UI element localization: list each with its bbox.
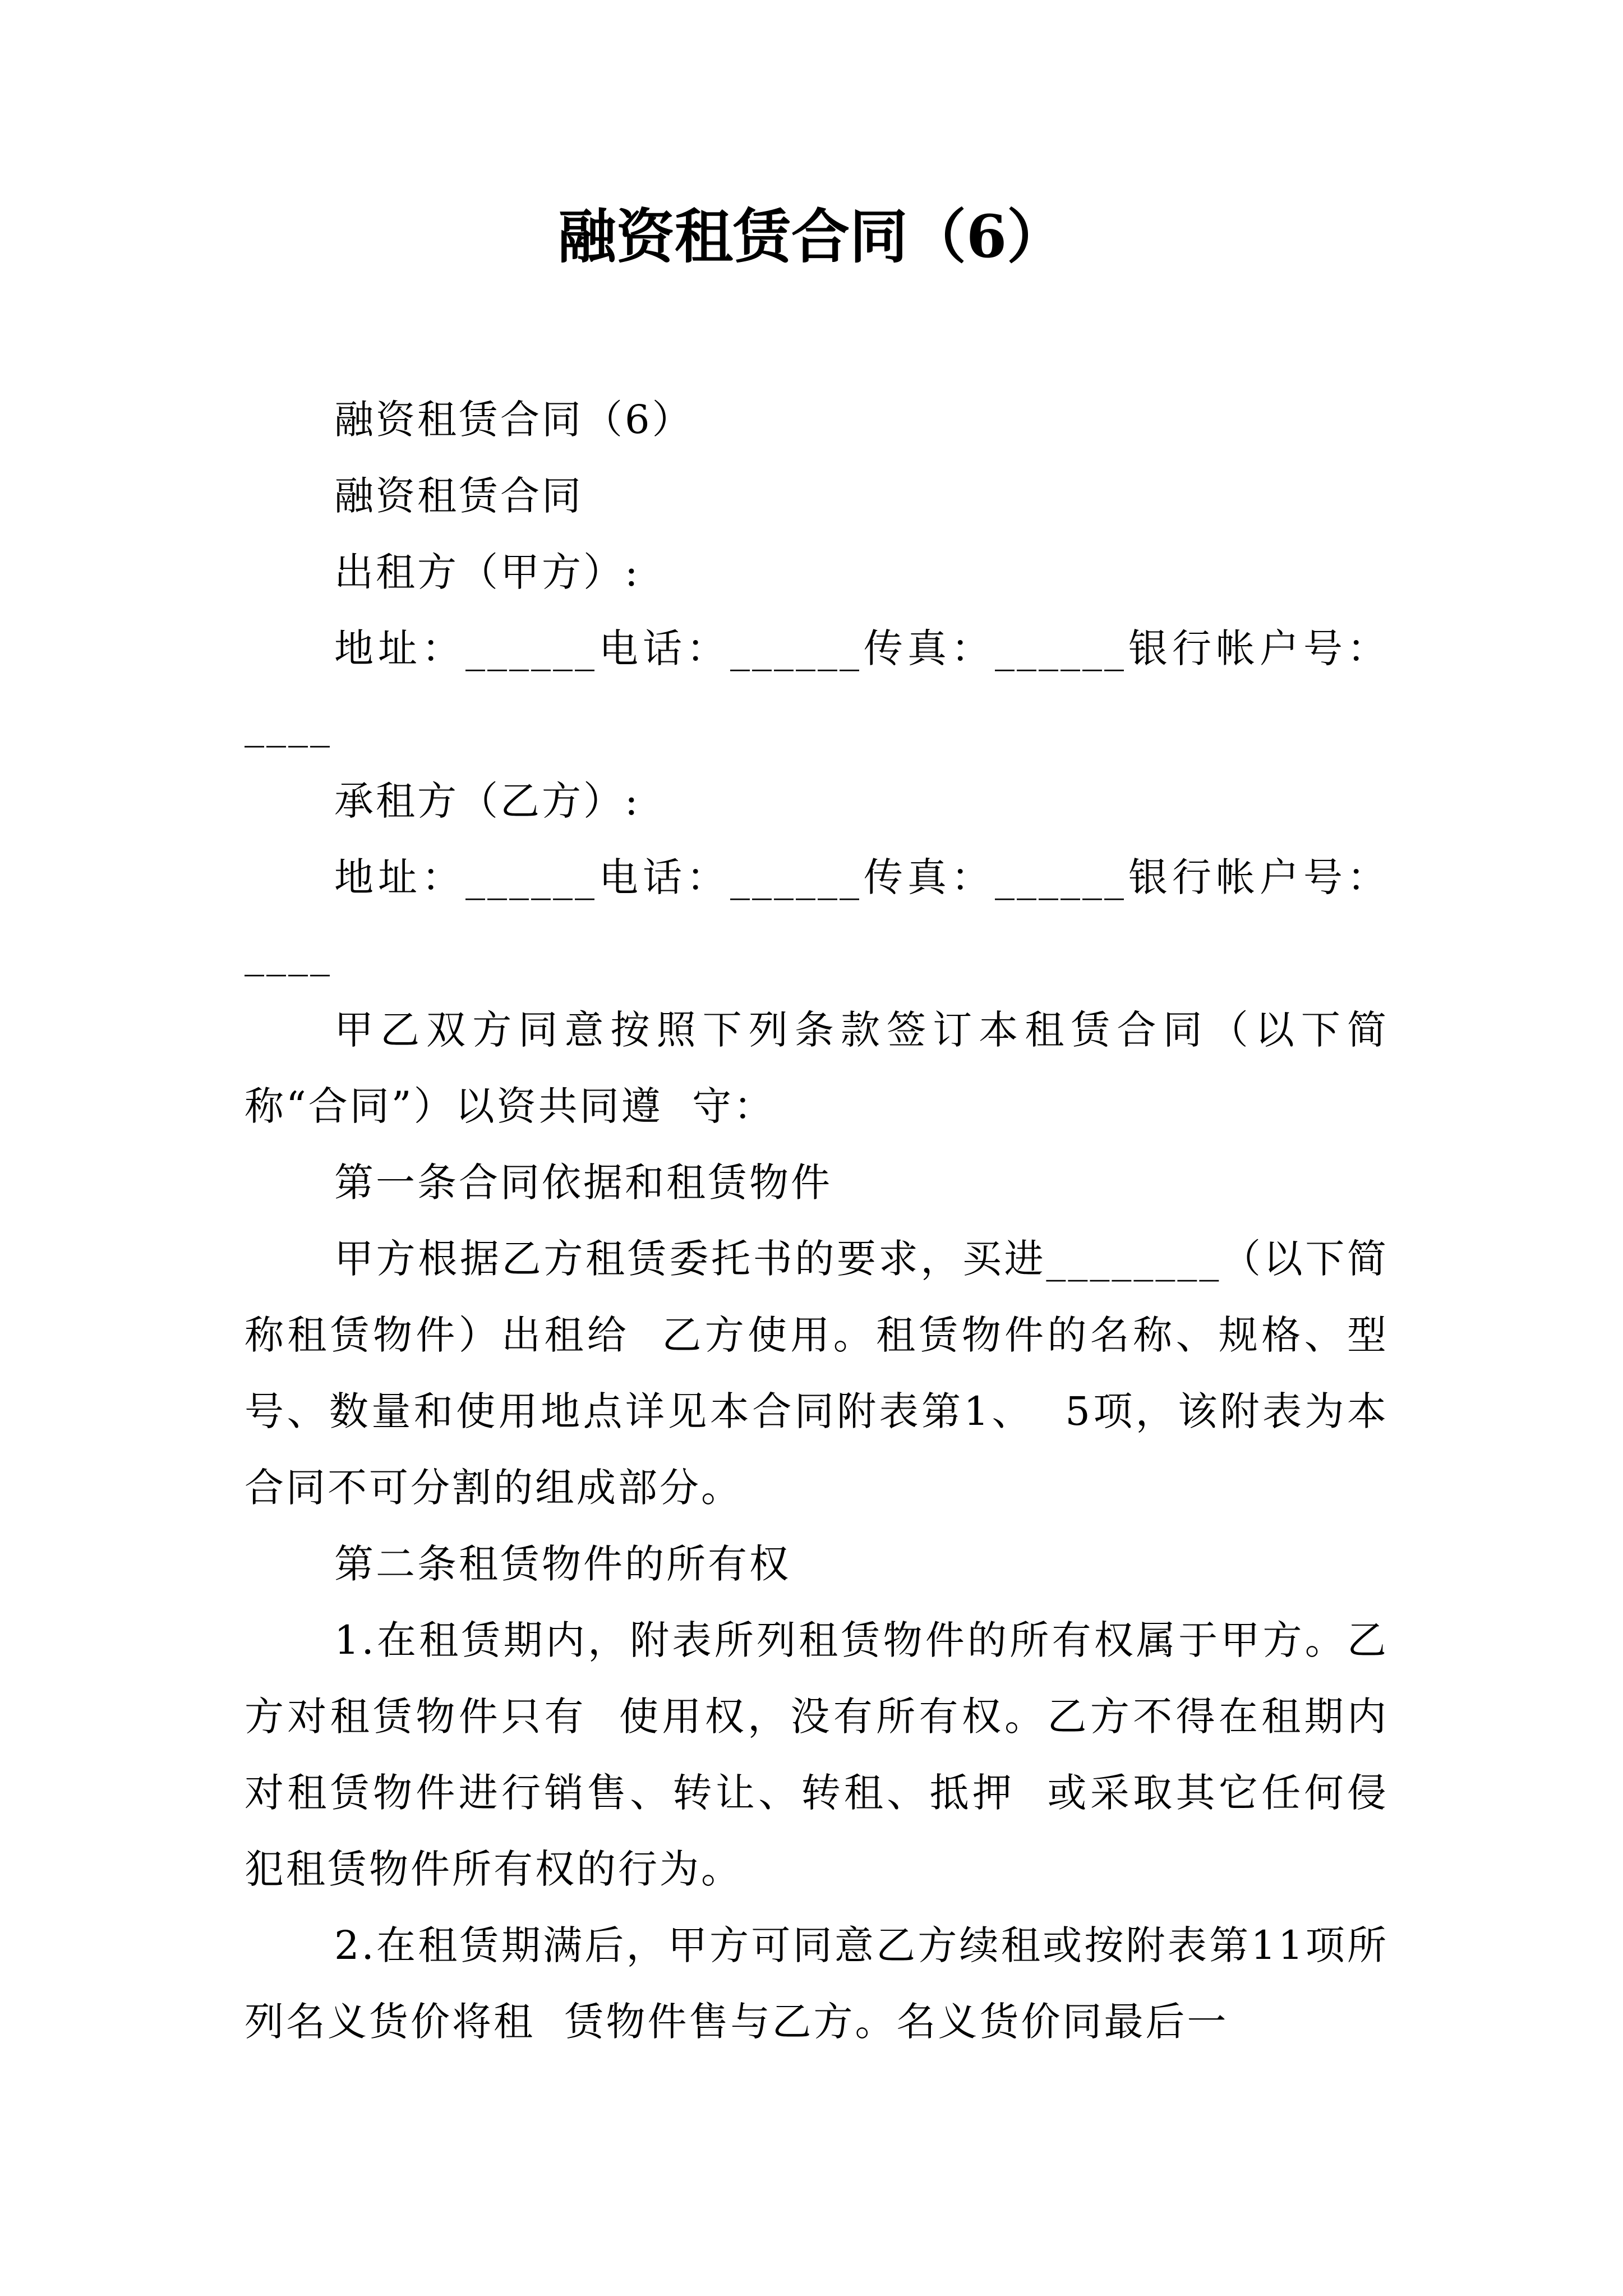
article-2-heading: 第二条租赁物件的所有权 — [334, 1541, 791, 1587]
paragraph-lessee-contact: 地址：______电话：______传真：______银行帐户号：____ — [245, 854, 1389, 977]
paragraph-contract-name: 融资租赁合同 — [334, 473, 583, 519]
document-title: 融资租赁合同（6） — [557, 202, 1066, 271]
paragraph-lessor: 出租方（甲方）: — [334, 549, 640, 595]
paragraph-agreement: 甲乙双方同意按照下列条款签订本租赁合同（以下简称“合同”）以资共同遵 守： — [245, 1007, 1389, 1129]
article-2-clause-2: 2.在租赁期满后，甲方可同意乙方续租或按附表第11项所列名义货价将租 赁物件售与乙方。名义货价同最后一 — [245, 1922, 1389, 2045]
article-1-heading: 第一条合同依据和租赁物件 — [334, 1159, 832, 1205]
article-2-clause-1: 1.在租赁期内，附表所列租赁物件的所有权属于甲方。乙方对租赁物件只有 使用权，没有所有权。乙方不得在租期内对租赁物件进行销售、转让、转租、抵押 或采取其它任何侵犯租赁物件所有权的行为。 — [245, 1617, 1389, 1892]
article-1-body: 甲方根据乙方租赁委托书的要求，买进________（以下简称租赁物件）出租给 乙方使用。租赁物件的名称、规格、型号、数量和使用地点详见本合同附表第1、 5项，该附表为本合同不可分割的组成部分。 — [245, 1236, 1389, 1511]
paragraph-lessee: 承租方（乙方）: — [334, 778, 640, 824]
paragraph-heading-contract: 融资租赁合同（6） — [334, 397, 694, 443]
paragraph-lessor-contact: 地址：______电话：______传真：______银行帐户号：____ — [245, 625, 1389, 748]
